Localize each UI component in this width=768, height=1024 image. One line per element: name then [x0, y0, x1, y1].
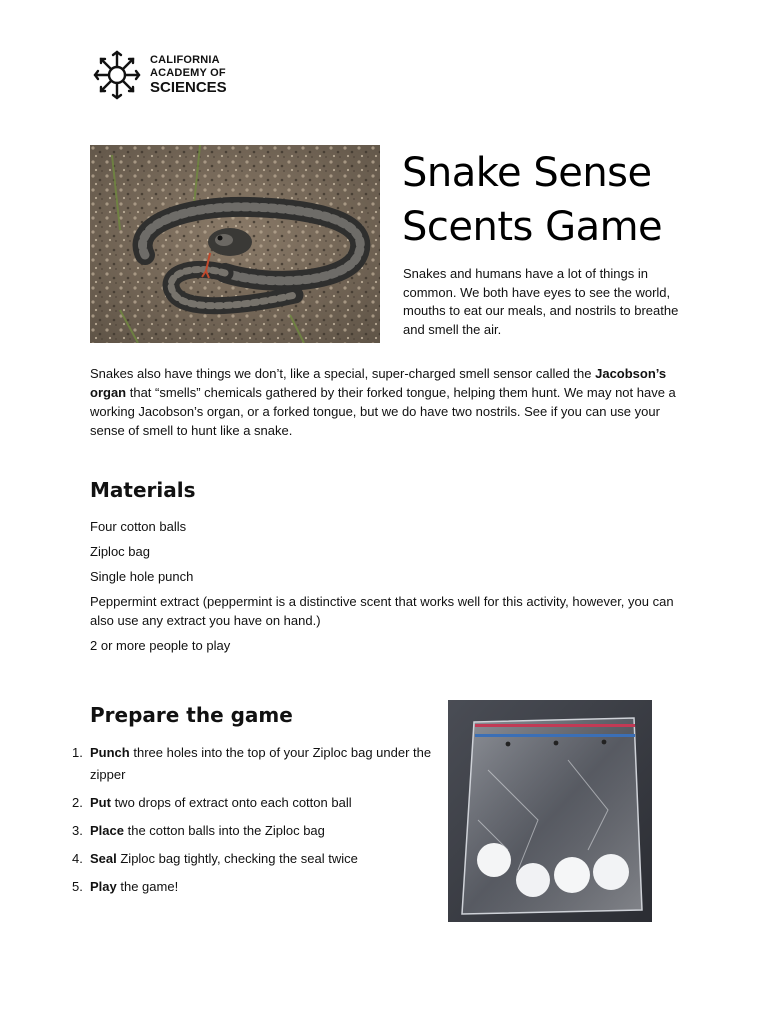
page-title	[402, 146, 662, 254]
list-item: Four cotton balls	[90, 519, 187, 534]
step-text: the game!	[116, 879, 179, 894]
step-verb: Place	[90, 823, 124, 838]
step-number: 4.	[72, 851, 83, 866]
step-number: 3.	[72, 823, 83, 838]
list-item	[72, 792, 440, 814]
list-item: 2 or more people to play	[90, 638, 231, 653]
ziploc-bag-photo	[448, 700, 652, 922]
step-number: 1.	[72, 745, 83, 760]
snake-photo	[90, 145, 380, 343]
step-text: Ziploc bag tightly, checking the seal twice	[116, 851, 358, 866]
title-line-2: Scents Game	[402, 204, 663, 250]
academy-logo	[92, 48, 227, 102]
list-item: Ziploc bag	[90, 544, 150, 559]
list-item	[72, 848, 440, 870]
materials-heading: Materials	[90, 478, 196, 502]
step-verb: Punch	[90, 745, 130, 760]
list-item	[72, 742, 440, 786]
title-line-1: Snake Sense	[402, 150, 652, 196]
step-text: three holes into the top of your Ziploc bag under the zipper	[90, 745, 432, 782]
jacobson-paragraph	[90, 364, 690, 440]
para2-text-after: that “smells” chemicals gathered by their forked tongue, helping them hunt. We may not have a working Jacobson’s organ, or a forked tongue, but we do have two nostrils. See if you can use your sense of smell to hunt like a snake.	[90, 385, 676, 438]
intro-paragraph: Snakes and humans have a lot of things in common. We both have eyes to see the world, mouths to eat our meals, and nostrils to breathe and smell the air.	[403, 266, 679, 337]
prepare-steps	[72, 742, 440, 904]
logo-line-2: ACADEMY OF	[150, 67, 226, 79]
materials-list	[90, 517, 690, 661]
step-number: 5.	[72, 879, 83, 894]
para2-text-before: Snakes also have things we don’t, like a special, super-charged smell sensor called the	[90, 366, 596, 381]
logo-line-3: SCIENCES	[150, 79, 227, 96]
list-item	[72, 820, 440, 842]
list-item: Peppermint extract (peppermint is a distinctive scent that works well for this activity, however, you can also use any extract you have on hand.)	[90, 594, 674, 628]
step-text: the cotton balls into the Ziploc bag	[123, 823, 325, 838]
logo-line-1: CALIFORNIA	[150, 54, 220, 66]
list-item: Single hole punch	[90, 569, 194, 584]
step-text: two drops of extract onto each cotton ball	[110, 795, 352, 810]
step-verb: Play	[90, 879, 117, 894]
academy-snowflake-icon	[92, 48, 142, 102]
list-item	[72, 876, 440, 898]
logo-wordmark	[150, 54, 227, 96]
step-verb: Put	[90, 795, 111, 810]
prepare-heading: Prepare the game	[90, 703, 293, 727]
step-number: 2.	[72, 795, 83, 810]
step-verb: Seal	[90, 851, 117, 866]
jacobsons-organ-term: Jacobson’s organ	[90, 366, 667, 400]
